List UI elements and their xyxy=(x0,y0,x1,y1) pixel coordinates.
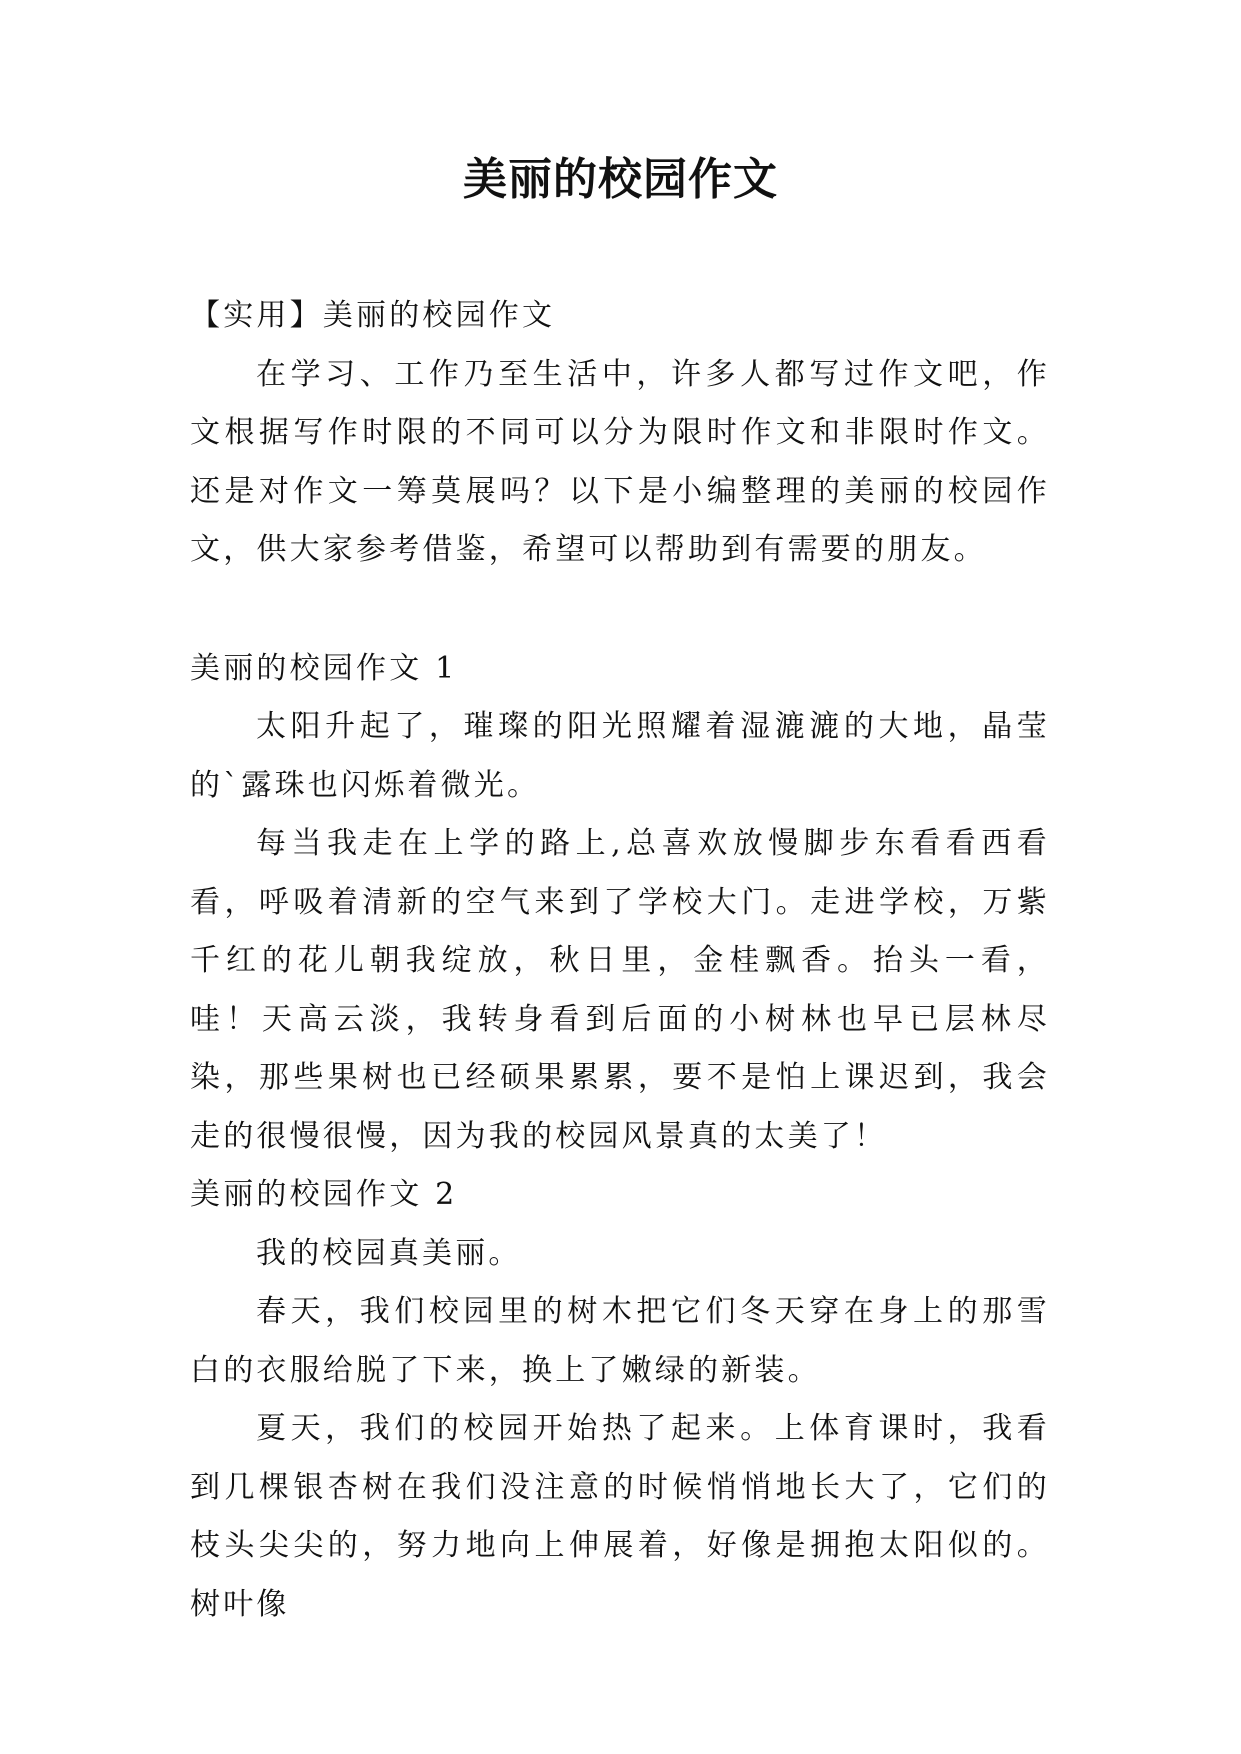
document-title: 美丽的校园作文 xyxy=(463,154,778,205)
essay-1-paragraph: 每当我走在上学的路上,总喜欢放慢脚步东看看西看看，呼吸着清新的空气来到了学校大门。走进学校，万紫千红的花儿朝我绽放，秋日里，金桂飘香。抬头一看，哇！天高云淡，我转身看到后面的小树林也早已层林尽染，那些果树也已经硕果累累，要不是怕上课迟到，我会走的很慢很慢，因为我的校园风景真的太美了！ xyxy=(190,826,1050,1154)
essay-2-paragraph: 我的校园真美丽。 xyxy=(256,1235,522,1271)
document-body xyxy=(190,287,1050,1634)
essay-1-heading: 美丽的校园作文 1 xyxy=(190,650,458,686)
section-gap xyxy=(190,580,1050,640)
essay-2-paragraph: 春天，我们校园里的树木把它们冬天穿在身上的那雪白的衣服给脱了下来，换上了嫩绿的新装。 xyxy=(190,1294,1050,1388)
subtitle: 【实用】美丽的校园作文 xyxy=(190,298,556,333)
essay-1-paragraph: 太阳升起了，璀璨的阳光照耀着湿漉漉的大地，晶莹的`露珠也闪烁着微光。 xyxy=(190,709,1050,803)
essay-2-paragraph: 夏天，我们的校园开始热了起来。上体育课时，我看到几棵银杏树在我们没注意的时候悄悄地长大了，它们的枝头尖尖的，努力地向上伸展着，好像是拥抱太阳似的。树叶像 xyxy=(190,1411,1050,1622)
essay-2-heading: 美丽的校园作文 2 xyxy=(190,1177,458,1212)
intro-paragraph: 在学习、工作乃至生活中，许多人都写过作文吧，作文根据写作时限的不同可以分为限时作文和非限时作文。还是对作文一筹莫展吗？以下是小编整理的美丽的校园作文，供大家参考借鉴，希望可以帮助到有需要的朋友。 xyxy=(190,356,1050,567)
